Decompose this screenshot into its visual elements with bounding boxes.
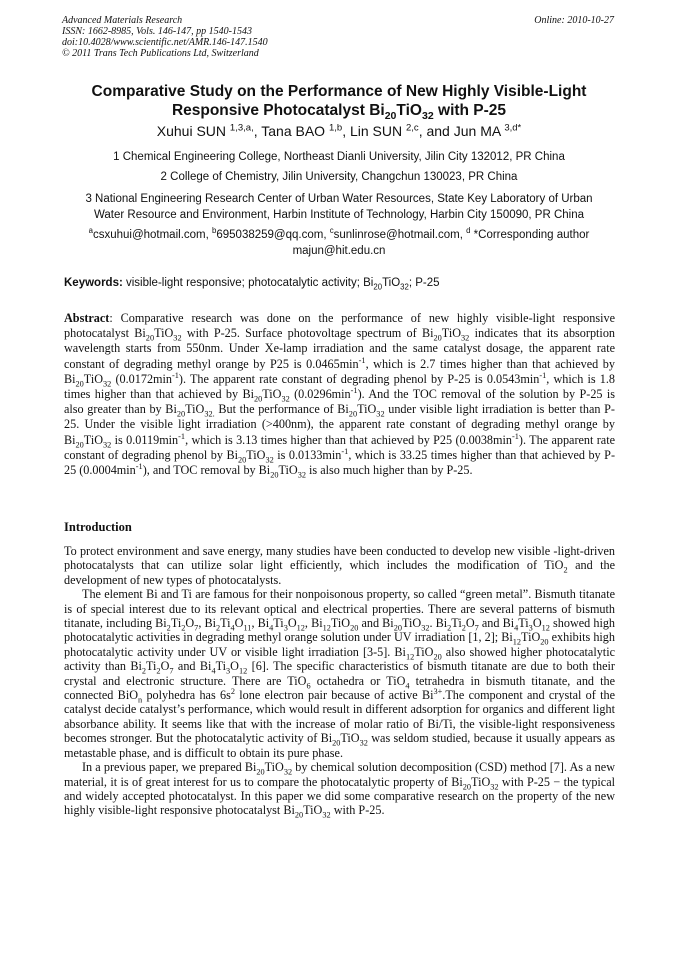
online-date: Online: 2010-10-27	[534, 15, 614, 26]
doi-line: doi:10.4028/www.scientific.net/AMR.146-147.1540	[62, 37, 268, 48]
copyright-line: © 2011 Trans Tech Publications Ltd, Switzerland	[62, 48, 259, 59]
introduction-body	[64, 544, 615, 818]
affiliation-3: 3 National Engineering Research Center of Urban Water Resources, State Key Laboratory of Urban Water Resource and Environment, Harbin Institute of Technology, Harbin City 150090, PR China	[85, 193, 593, 221]
keywords: Keywords: visible-light responsive; photocatalytic activity; $Bi_{20}TiO_{32}$; P-25	[64, 277, 440, 292]
paragraph: The element Bi and Ti are famous for their nonpoisonous property, so called “green metal”. Bismuth titanate is of special interest due to its relevant optical and electrical properties. There are several patterns of bismuth titanate, including $Bi_2Ti_2O_7$, $Bi_2Ti_4O_{11}$, $Bi_4Ti_3O_{12}$, $Bi_{12}TiO_{20}$ and $Bi_{20}TiO_{32}$. $Bi_2Ti_2O_7$ and $Bi_4Ti_3O_{12}$ showed high photocatalytic activities in degrading methyl orange solution under UV irradiation [1, 2]; $Bi_{12}TiO_{20}$ exhibits high photocatalytic activity under UV or visible light irradiation [3-5]. $Bi_{12}TiO_{20}$ also showed higher photocatalytic activity than $Bi_2Ti_2O_7$ and $Bi_4Ti_3O_{12}$ [6]. The specific characteristics of bismuth titanate are due to both their crystal and electronic structure. There are TiO$_6$ octahedra or TiO$_4$ tetrahedra in bismuth titanate, and the connected BiO$_n$ polyhedra has $6s^2$ lone electron pair because of active $Bi^{3+}.The$ component and crystal of the catalyst decide catalyst’s performance, which would result in different adsorption for organics and different light absorbance ability. It seems like that with the increase of molar ratio of Bi/Ti, the visible-light responsiveness becomes stronger. But the photocatalytic activity of $Bi_{20}TiO_{32}$ was seldom studied, because it usually appears as metastable phase, and is difficult to obtain its pure phase.	[64, 587, 616, 760]
email-list: $^a$csxuhui@hotmail.com, $^b$695038259@qq.com, $^c$sunlinrose@hotmail.com, $^d$ *Corresponding author majun@hit.edu.cn	[88, 226, 590, 257]
paper-title	[40, 82, 638, 123]
title-line-2: Responsive Photocatalyst $Bi_{20}TiO_{32}$ with P-25	[171, 102, 507, 123]
abstract-label: Abstract	[64, 311, 110, 325]
paragraph: In a previous paper, we prepared $Bi_{20}TiO_{32}$ by chemical solution decomposition (CSD) method [7]. As a new material, it is of great interest for us to compare the photocatalytic property of $Bi_{20}TiO_{32}$ with P-25 − the typical and widely accepted photocatalyst. In this paper we did some comparative research on the property of the new highly visible-light responsive photocatalyst $Bi_{20}TiO_{32}$ with P-25.	[64, 760, 615, 820]
affiliation-1: 1 Chemical Engineering College, Northeast Dianli University, Jilin City 132012, PR China	[113, 151, 565, 163]
title-line-1: Comparative Study on the Performance of New Highly Visible-Light	[91, 83, 587, 100]
abstract: Abstract: Comparative research was done on the performance of new highly visible-light responsive photocatalyst $Bi_{20}TiO_{32}$ with P-25. Surface photovoltage spectrum of $Bi_{20}TiO_{32}$ indicates that its absorption wavelength starts from 550nm. Under Xe-lamp irradiation and the same catalyst dosage, the apparent rate constant of degrading methyl orange by P25 is $0.0465\min^{-1}$, which is 2.7 times higher than that achieved by $Bi_{20}TiO_{32}$ $(0.0172\min^{-1})$. The apparent rate constant of degrading phenol by P-25 is $0.0543\min^{-1}$, which is 1.8 times higher than that achieved by $Bi_{20}TiO_{32}$ $(0.0296\min^{-1})$. And the TOC removal of the solution by P-25 is also greater than by $Bi_{20}TiO_{32.}$ But the performance of $Bi_{20}TiO_{32}$ under visible light irradiation is better than P-25. Under the visible light irradiation (>400nm), the apparent rate constant of degrading methyl orange by $Bi_{20}TiO_{32}$ is $0.0119\min^{-1}$, which is 3.13 times higher than that achieved by P25 $(0.0038\min^{-1})$. The apparent rate constant of degrading phenol by $Bi_{20}TiO_{32}$ is $0.0133\min^{-1}$, which is 33.25 times higher than that achieved by P-25 $(0.0004\min^{-1})$, and TOC removal by $Bi_{20}TiO_{32}$ is also much higher than by P-25.	[64, 311, 616, 480]
issn-line: ISSN: 1662-8985, Vols. 146-147, pp 1540-1543	[62, 26, 252, 37]
section-heading-introduction: Introduction	[64, 520, 132, 534]
paragraph: To protect environment and save energy, many studies have been conducted to develop new visible -light-driven photocatalysts that can utilize solar light efficiently, which includes the modification of TiO$_2$ and the development of new types of photocatalysts.	[64, 544, 615, 587]
affiliation-2: 2 College of Chemistry, Jilin University, Changchun 130023, PR China	[160, 171, 518, 183]
journal-name: Advanced Materials Research	[62, 15, 183, 26]
journal-header	[62, 15, 268, 59]
author-list: Xuhui SUN $^{1,3,a,}$, Tana BAO $^{1,b}$, Lin SUN $^{2,c}$, and Jun MA $^{3,d*}$	[156, 122, 522, 139]
